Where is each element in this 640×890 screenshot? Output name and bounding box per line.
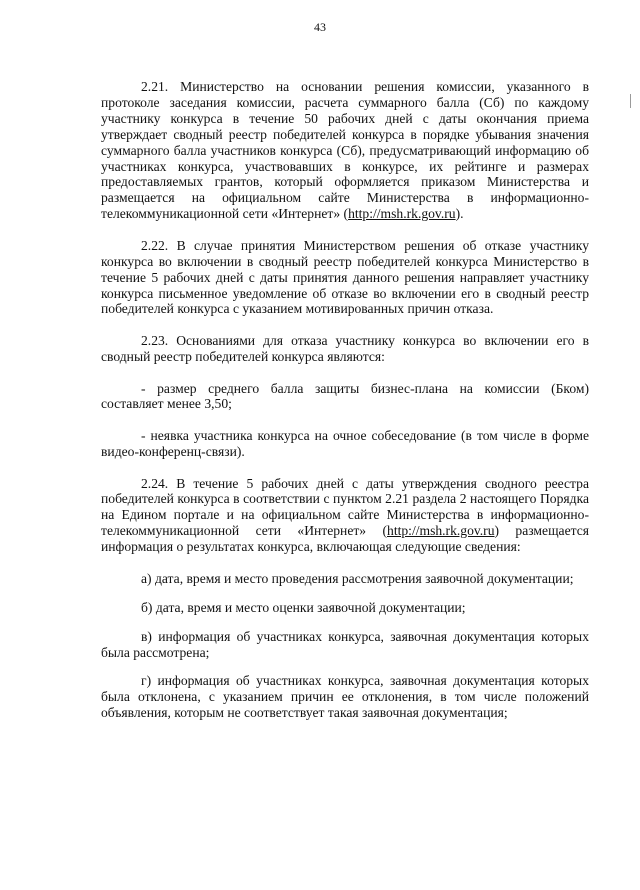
list-item-v: в) информация об участниках конкурса, заявочная документация которых была рассмотрена;	[101, 628, 589, 660]
paragraph-2-24	[101, 476, 589, 556]
refusal-reason-absence: - неявка участника конкурса на очное собеседование (в том числе в форме видео-конференц-связи).	[101, 428, 589, 459]
paragraph-2-21-tail: ).	[455, 206, 464, 222]
list-item-b: б) дата, время и место оценки заявочной документации;	[141, 599, 466, 615]
list-item-g: г) информация об участниках конкурса, заявочная документация которых была отклонена, с указанием причин ее отклонения, в том числе положений объявления, которым не соответствует такая заявочная документация;	[101, 673, 589, 721]
refusal-reason-score: - размер среднего балла защиты бизнес-плана на комиссии (Бком) составляет менее 3,50;	[101, 380, 589, 412]
document-body	[101, 79, 589, 734]
ministry-website-link-2[interactable]: http://msh.rk.gov.ru	[387, 523, 495, 539]
paragraph-2-21-text: 2.21. Министерство на основании решения комиссии, указанного в протоколе заседания комиссии, расчета суммарного балла (Сб) по каждому участнику конкурса в течение 50 рабочих дней с даты окончания приема утверждает сводный реестр победителей конкурса в порядке убывания значения суммарного балла участников конкурса (Сб), предусматривающий информацию об участниках конкурса, участвовавших в конкурсе, их рейтинге и размерах предоставляемых грантов, который оформляется приказом Министерства и размещается на официальном сайте Министерства в информационно-телекоммуникационной сети «Интернет» (	[101, 79, 589, 222]
paragraph-2-21	[101, 79, 589, 222]
scan-edge-mark	[630, 94, 631, 108]
page-number: 43	[314, 20, 326, 34]
paragraph-2-22: 2.22. В случае принятия Министерством решения об отказе участнику конкурса во включении в сводный реестр победителей конкурса Министерство в течение 5 рабочих дней с даты принятия данного решения направляет участнику конкурса письменное уведомление об отказе во включении его в сводный реестр победителей конкурса с указанием мотивированных причин отказа.	[101, 237, 589, 317]
paragraph-2-23: 2.23. Основаниями для отказа участнику конкурса во включении его в сводный реестр победителей конкурса являются:	[101, 333, 589, 364]
paragraph-2-24-tail: ) размещается информация о результатах конкурса, включающая следующие сведения:	[101, 523, 589, 555]
ministry-website-link[interactable]: http://msh.rk.gov.ru	[348, 206, 456, 222]
list-item-a: а) дата, время и место проведения рассмотрения заявочной документации;	[141, 570, 574, 586]
paragraph-2-24-text: 2.24. В течение 5 рабочих дней с даты утверждения сводного реестра победителей конкурса в соответствии с пунктом 2.21 раздела 2 настоящего Порядка на Едином портале и на официальном сайте Министерства в информационно-телекоммуникационной сети «Интернет» (	[101, 475, 589, 539]
